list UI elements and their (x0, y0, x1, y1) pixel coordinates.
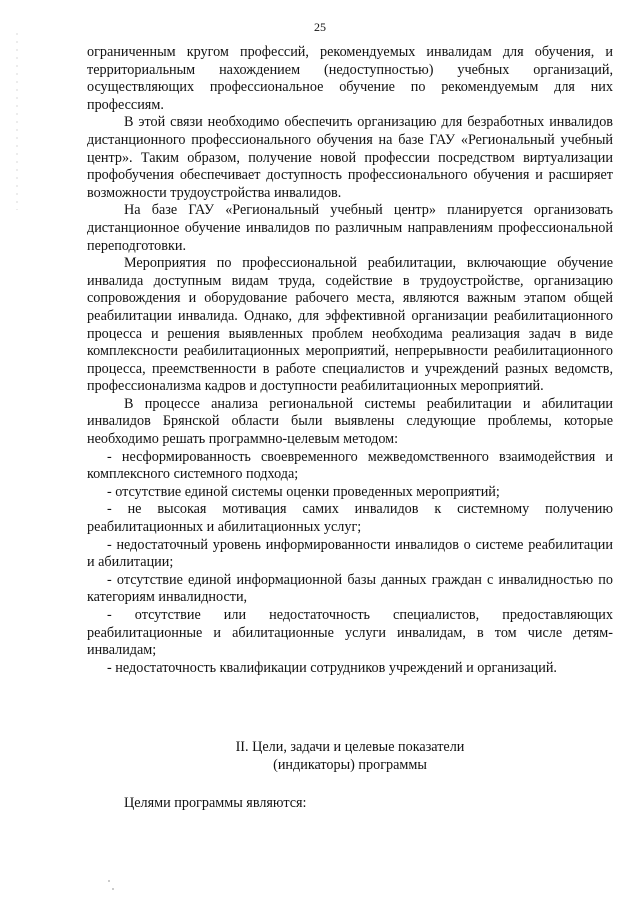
paragraph: Мероприятия по профессиональной реабилитации, включающие обучение инвалида доступным видам труда, содействие в трудоустройстве, организацию сопровождения и оборудование рабочего места, являются важным этапом общей реабилитации инвалида. Однако, для эффективной организации реабилитационного процесса и решения выявленных проблем необходима реализация задач в виде комплексности реабилитационных мероприятий, непрерывности реабилитационного процесса, преемственности в работе специалистов и учреждений разных ведомств, профессионализма кадров и доступности реабилитационных мероприятий. (87, 255, 613, 395)
section-heading-line2: (индикаторы) программы (273, 757, 427, 773)
paragraph: ограниченным кругом профессий, рекомендуемых инвалидам для обучения, и территориальным нахождением (недоступностью) учебных организаций, осуществляющих профессиональное обучение по рекомендуемым для них профессиям. (87, 44, 613, 113)
paragraph: В процессе анализа региональной системы реабилитации и абилитации инвалидов Брянской области были выявлены следующие проблемы, которые необходимо решать программно-целевым методом: (87, 395, 613, 448)
section-heading-line1: II. Цели, задачи и целевые показатели (235, 739, 465, 755)
problem-list-item: - не высокая мотивация самих инвалидов к системному получению реабилитационных и абилитационных услуг; (87, 501, 613, 536)
section-heading (87, 738, 613, 774)
page-number: 25 (314, 20, 326, 34)
paragraph: В этой связи необходимо обеспечить организацию для безработных инвалидов дистанционного профессионального обучения на базе ГАУ «Региональный учебный центр». Таким образом, получение новой профессии посредством виртуализации профобучения обеспечивает доступность профессионального обучения и расширяет возможности трудоустройства инвалидов. (87, 114, 613, 201)
scan-speck (112, 888, 114, 890)
problem-list-item: - отсутствие или недостаточность специалистов, предоставляющих реабилитационные и абилитационные услуги инвалидам, в том числе детям-инвалидам; (87, 607, 613, 659)
paragraph: На базе ГАУ «Региональный учебный центр» планируется организовать дистанционное обучение инвалидов по различным направлениям профессиональной переподготовки. (87, 202, 613, 254)
problem-list-item: - отсутствие единой системы оценки проведенных мероприятий; (107, 483, 500, 500)
scan-margin-marks (16, 30, 18, 210)
scan-speck (108, 880, 110, 882)
document-body (87, 44, 613, 677)
problem-list-item: - несформированность своевременного межведомственного взаимодействия и комплексного системного подхода; (87, 448, 613, 483)
goals-intro: Целями программы являются: (124, 795, 307, 811)
problem-list-item: - недостаточность квалификации сотрудников учреждений и организаций. (107, 659, 557, 676)
problem-list-item: - отсутствие единой информационной базы данных граждан с инвалидностью по категориям инвалидности, (87, 571, 613, 606)
problem-list-item: - недостаточный уровень информированности инвалидов о системе реабилитации и абилитации; (87, 536, 613, 571)
